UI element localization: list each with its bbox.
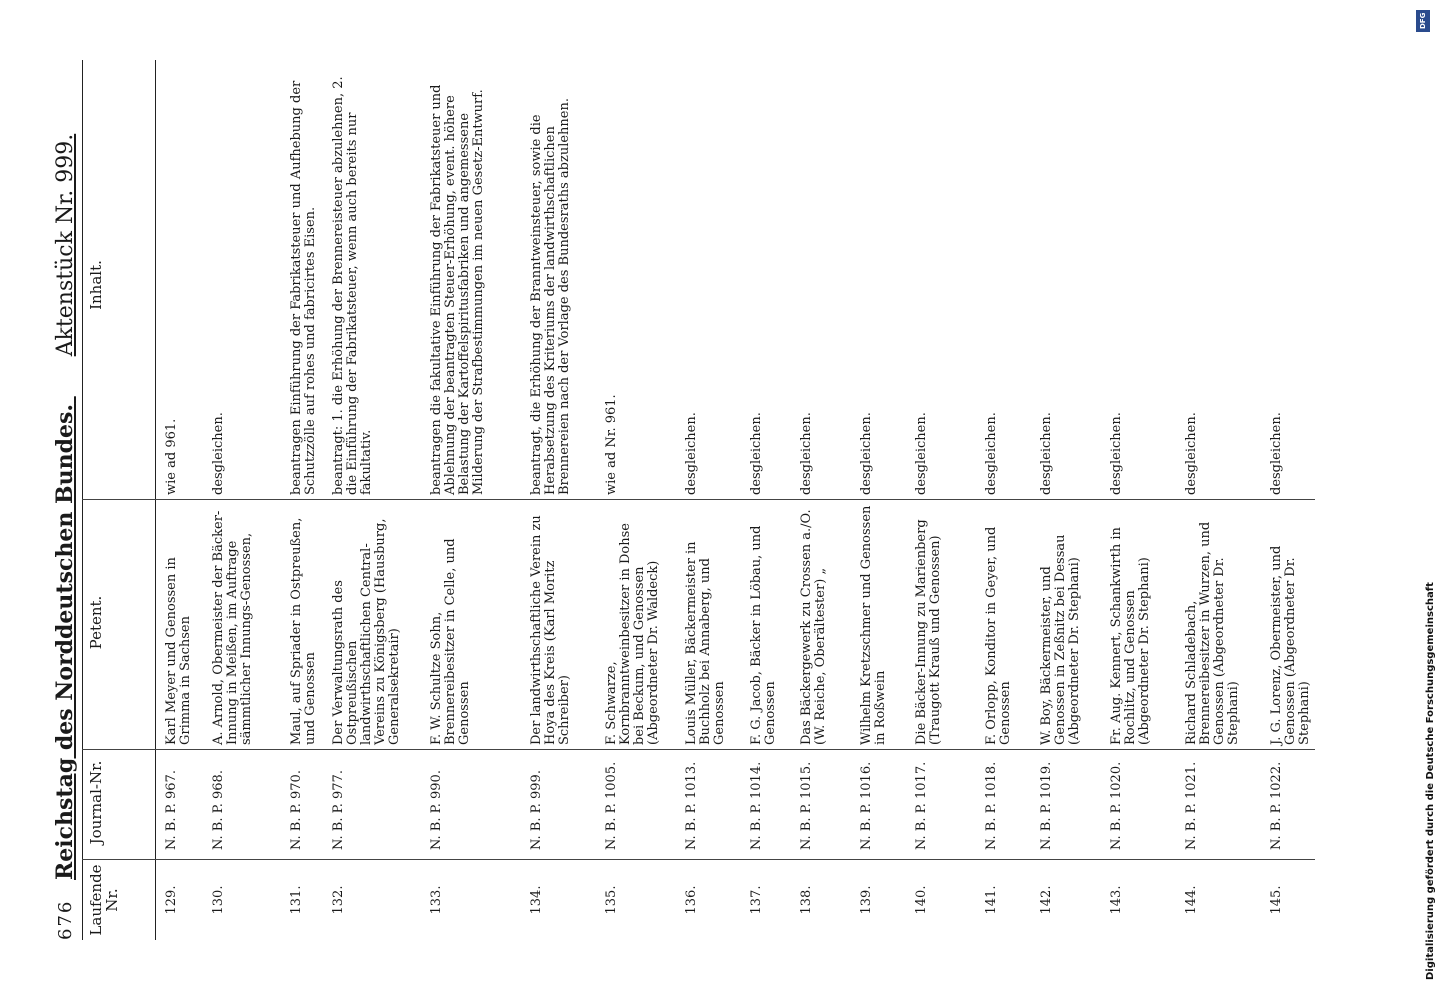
row-petitioner: Die Bäcker-Innung zu Marienberg (Traugott Krauß und Genossen) [914,519,943,745]
row-petitioner: Fr. Aug. Kennert, Schankwirth in Rochlitz, und Genossen (Abgeordneter Dr. Stephani) [1109,527,1152,745]
row-petitioner: Wilhelm Kretzschmer und Genossen in Roßwein [859,505,888,745]
row-journal: N. B. P. 1014. [749,761,764,850]
row-content: desgleichen. [1109,412,1124,495]
row-petitioner: Karl Meyer und Genossen in Grimma in Sachsen [164,557,193,745]
row-petitioner: J. G. Lorenz, Obermeister, und Genossen (Abgeordneter Dr. Stephani) [1269,545,1312,745]
document-number: Aktenstück Nr. 999. [53,133,78,357]
row-content: wie ad Nr. 961. [604,394,619,495]
top-rule [82,60,83,940]
row-content: desgleichen. [984,412,999,495]
row-content: desgleichen. [1039,412,1054,495]
col-header-petitioner: Petent. [87,595,105,650]
column-divider [82,499,155,500]
column-divider [82,749,155,750]
row-lfd: 132. [331,885,346,915]
row-journal: N. B. P. 1019. [1039,761,1054,850]
row-petitioner: Der Verwaltungsrath des Ostpreußischen landwirthschaftlichen Central-Vereins zu Königsberg (Hausburg, Generalsekretair) [331,518,402,745]
row-journal: N. B. P. 1020. [1109,761,1124,850]
row-content: beantragen die fakultative Einführung der Fabrikatsteuer und Ablehnung der beantragten Steuer-Erhöhung, event. höhere Belastung der Kartoffelspiritusfabriken und angemessene Milderung der Strafbestimmungen im neuen Gesetz-Entwurf. [429,84,486,495]
row-lfd: 145. [1269,885,1284,915]
row-journal: N. B. P. 1016. [859,761,874,850]
row-lfd: 144. [1184,885,1199,915]
row-journal: N. B. P. 990. [429,770,444,850]
row-content: beantragt, die Erhöhung der Branntweinsteuer, sowie die Herabsetzung des Kriteriums der landwirthschaftlichen Brennereien nach der Vorlage des Bundesraths abzulehnen. [529,98,572,495]
row-petitioner: Der landwirthschaftliche Verein zu Hoya des Kreis (Karl Moritz Schreiber) [529,515,572,745]
row-content: desgleichen. [914,412,929,495]
col-header-journal: Journal-Nr. [87,760,105,845]
row-content: desgleichen. [859,412,874,495]
row-petitioner: W. Boy, Bäckermeister, und Genossen in Zeßnitz bei Dessau (Abgeordneter Dr. Stephani) [1039,534,1082,745]
row-petitioner: F. Orlopp, Konditor in Geyer, und Genossen [984,526,1013,745]
row-lfd: 142. [1039,885,1054,915]
row-petitioner: F. Schwarze, Kornbranntweinbesitzer in Dohse bei Beckum, und Genossen (Abgeordneter Dr. Waldeck) [604,523,661,745]
row-content: desgleichen. [799,412,814,495]
column-divider [82,859,155,860]
row-petitioner: A. Arnold, Obermeister der Bäcker-Innung in Meißen, im Auftrage sämmtlicher Innungs-Genossen, [211,510,254,745]
header-rule [155,60,156,940]
row-journal: N. B. P. 1022. [1269,761,1284,850]
row-lfd: 131. [289,885,304,915]
row-journal: N. B. P. 968. [211,770,226,850]
row-petitioner: F. G. Jacob, Bäcker in Löbau, und Genossen [749,525,778,745]
row-lfd: 135. [604,885,619,915]
col-header-lfd: Laufende Nr. [87,864,121,936]
row-lfd: 130. [211,885,226,915]
row-petitioner: Richard Schladebach, Brennereibesitzer in Wurzen, und Genossen (Abgeordneter Dr. Stephani) [1184,521,1241,745]
row-content: desgleichen. [211,412,226,495]
row-journal: N. B. P. 977. [331,770,346,850]
page-number: 676 [55,899,76,940]
row-journal: N. B. P. 1021. [1184,761,1199,850]
row-petitioner: Louis Müller, Bäckermeister in Buchholz bei Annaberg, und Genossen [684,541,727,745]
row-petitioner: F. W. Schultze Sohn, Brennereibesitzer in Celle, und Genossen [429,538,472,745]
row-journal: N. B. P. 1013. [684,761,699,850]
column-divider [155,859,1315,860]
row-content: wie ad 961. [164,418,179,495]
digitization-notice: Digitalisierung gefördert durch die Deutsche Forschungsgemeinschaft [1425,582,1436,980]
row-lfd: 137. [749,885,764,915]
row-petitioner: Maul, auf Spriader in Ostpreußen, und Genossen [289,517,318,745]
row-content: desgleichen. [684,412,699,495]
row-lfd: 143. [1109,885,1124,915]
row-content: desgleichen. [1184,412,1199,495]
running-title-text: Reichstag des Norddeutschen Bundes. [52,403,78,880]
row-content: desgleichen. [1269,412,1284,495]
row-lfd: 129. [164,885,179,915]
row-content: desgleichen. [749,412,764,495]
row-lfd: 138. [799,885,814,915]
row-journal: N. B. P. 967. [164,770,179,850]
row-petitioner: Das Bäckergewerk zu Crossen a./O. (W. Reiche, Oberältester) „ [799,509,828,745]
row-journal: N. B. P. 1015. [799,761,814,850]
row-journal: N. B. P. 999. [529,770,544,850]
column-divider [155,749,1315,750]
row-lfd: 134. [529,885,544,915]
row-lfd: 136. [684,885,699,915]
row-journal: N. B. P. 1018. [984,761,999,850]
row-lfd: 141. [984,885,999,915]
dfg-logo: DFG [1416,10,1430,32]
row-content: beantragt: 1. die Erhöhung der Brennereisteuer abzulehnen, 2. die Einführung der Fabrikatsteuer, wenn auch bereits nur fakultativ. [331,76,374,495]
row-lfd: 133. [429,885,444,915]
running-title [52,134,78,880]
row-journal: N. B. P. 970. [289,770,304,850]
row-journal: N. B. P. 1005. [604,761,619,850]
row-lfd: 140. [914,885,929,915]
col-header-content: Inhalt. [87,260,105,310]
row-journal: N. B. P. 1017. [914,761,929,850]
row-lfd: 139. [859,885,874,915]
row-content: beantragen Einführung der Fabrikatsteuer und Aufhebung der Schutzzölle auf rohes und fabricirtes Eisen. [289,80,318,495]
